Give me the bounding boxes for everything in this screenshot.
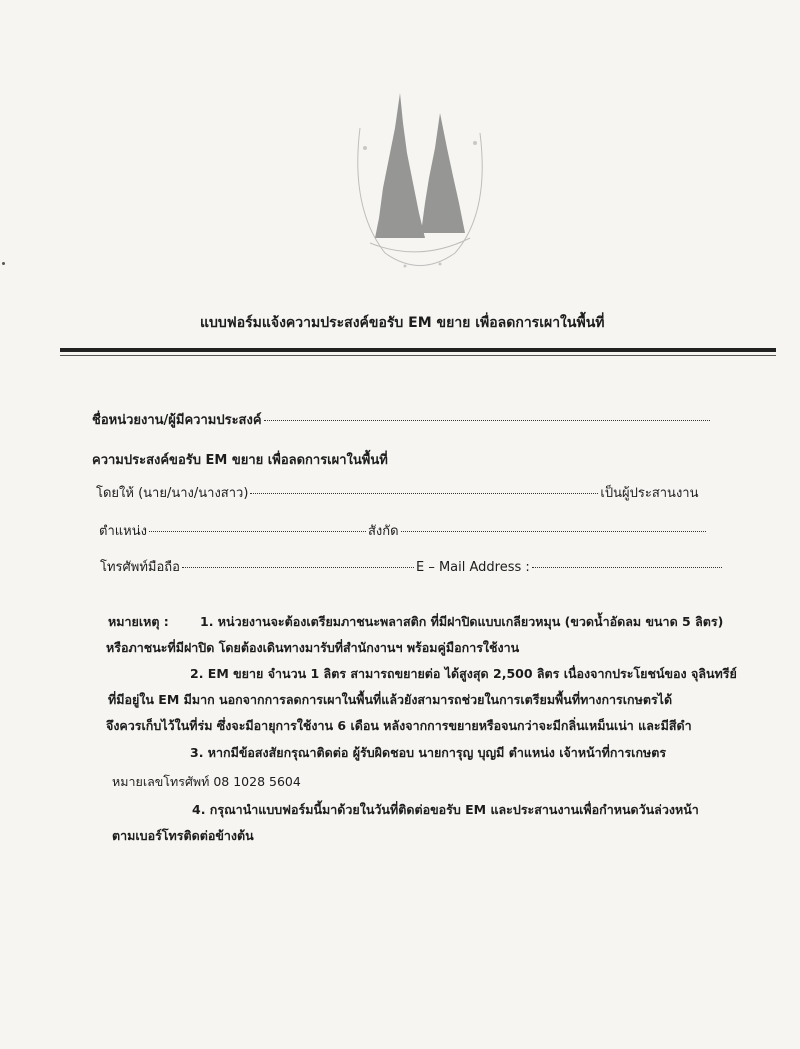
email-label: E – Mail Address : (415, 560, 530, 575)
note-1-line-2: หรือภาชนะที่มีฝาปิด โดยต้องเดินทางมารับที่สำนักงานฯ พร้อมคู่มือการใช้งาน (106, 640, 520, 655)
assign-field-row (96, 482, 698, 503)
intent-text: ความประสงค์ขอรับ EM ขยาย เพื่อลดการเผาในพื้นที่ (92, 453, 388, 468)
notes-heading: หมายเหตุ : (108, 614, 169, 629)
header-divider-thin (60, 355, 776, 356)
position-input[interactable] (149, 530, 366, 532)
note-4-line-2: ตามเบอร์โทรติดต่อข้างต้น (112, 828, 254, 843)
phone-label: โทรศัพท์มือถือ (100, 560, 180, 575)
affiliation-label: สังกัด (367, 524, 399, 539)
org-label: ชื่อหน่วยงาน/ผู้มีความประสงค์ (92, 413, 262, 428)
temple-logo (345, 88, 495, 288)
note-3-line-1: 3. หากมีข้อสงสัยกรุณาติดต่อ ผู้รับผิดชอบ นายการุญ บุญมี ตำแหน่ง เจ้าหน้าที่การเกษตร (190, 745, 667, 760)
contact-field-row (100, 556, 724, 577)
affiliation-input[interactable] (401, 530, 706, 532)
note-1-line-1: 1. หน่วยงานจะต้องเตรียมภาชนะพลาสติก ที่มีฝาปิดแบบเกลียวหมุน (ขวดน้ำอัดลม ขนาด 5 ลิตร) (200, 614, 724, 629)
position-field-row (99, 520, 708, 541)
note-2-line-1: 2. EM ขยาย จำนวน 1 ลิตร สามารถขยายต่อ ได้สูงสุด 2,500 ลิตร เนื่องจากประโยชน์ของ จุลินทรีย์ (190, 666, 737, 681)
coordinator-suffix: เป็นผู้ประสานงาน (600, 486, 699, 501)
form-title: แบบฟอร์มแจ้งความประสงค์ขอรับ EM ขยาย เพื่อลดการเผาในพื้นที่ (200, 315, 605, 331)
note-2-line-3: จึงควรเก็บไว้ในที่ร่ม ซึ่งจะมีอายุการใช้งาน 6 เดือน หลังจากการขยายหรือจนกว่าจะมีกลิ่นเหม็นเน่า และมีสีดำ (106, 718, 692, 733)
email-input[interactable] (532, 566, 722, 568)
note-3-line-2: หมายเลขโทรศัพท์ 08 1028 5604 (112, 774, 301, 789)
org-input[interactable] (264, 419, 710, 421)
header-divider (60, 348, 776, 352)
note-4-line-1: 4. กรุณานำแบบฟอร์มนี้มาด้วยในวันที่ติดต่อขอรับ EM และประสานงานเพื่อกำหนดวันล่วงหน้า (192, 802, 699, 817)
scan-speck (2, 262, 5, 265)
position-label: ตำแหน่ง (99, 524, 147, 539)
assign-label: โดยให้ (นาย/นาง/นางสาว) (96, 486, 249, 501)
org-field-row (92, 409, 712, 430)
note-2-line-2: ที่มีอยู่ใน EM มีมาก นอกจากการลดการเผาในพื้นที่แล้วยังสามารถช่วยในการเตรียมพื้นที่ทางการเกษตรได้ (108, 692, 673, 707)
phone-input[interactable] (182, 566, 414, 568)
coordinator-name-input[interactable] (250, 492, 598, 494)
